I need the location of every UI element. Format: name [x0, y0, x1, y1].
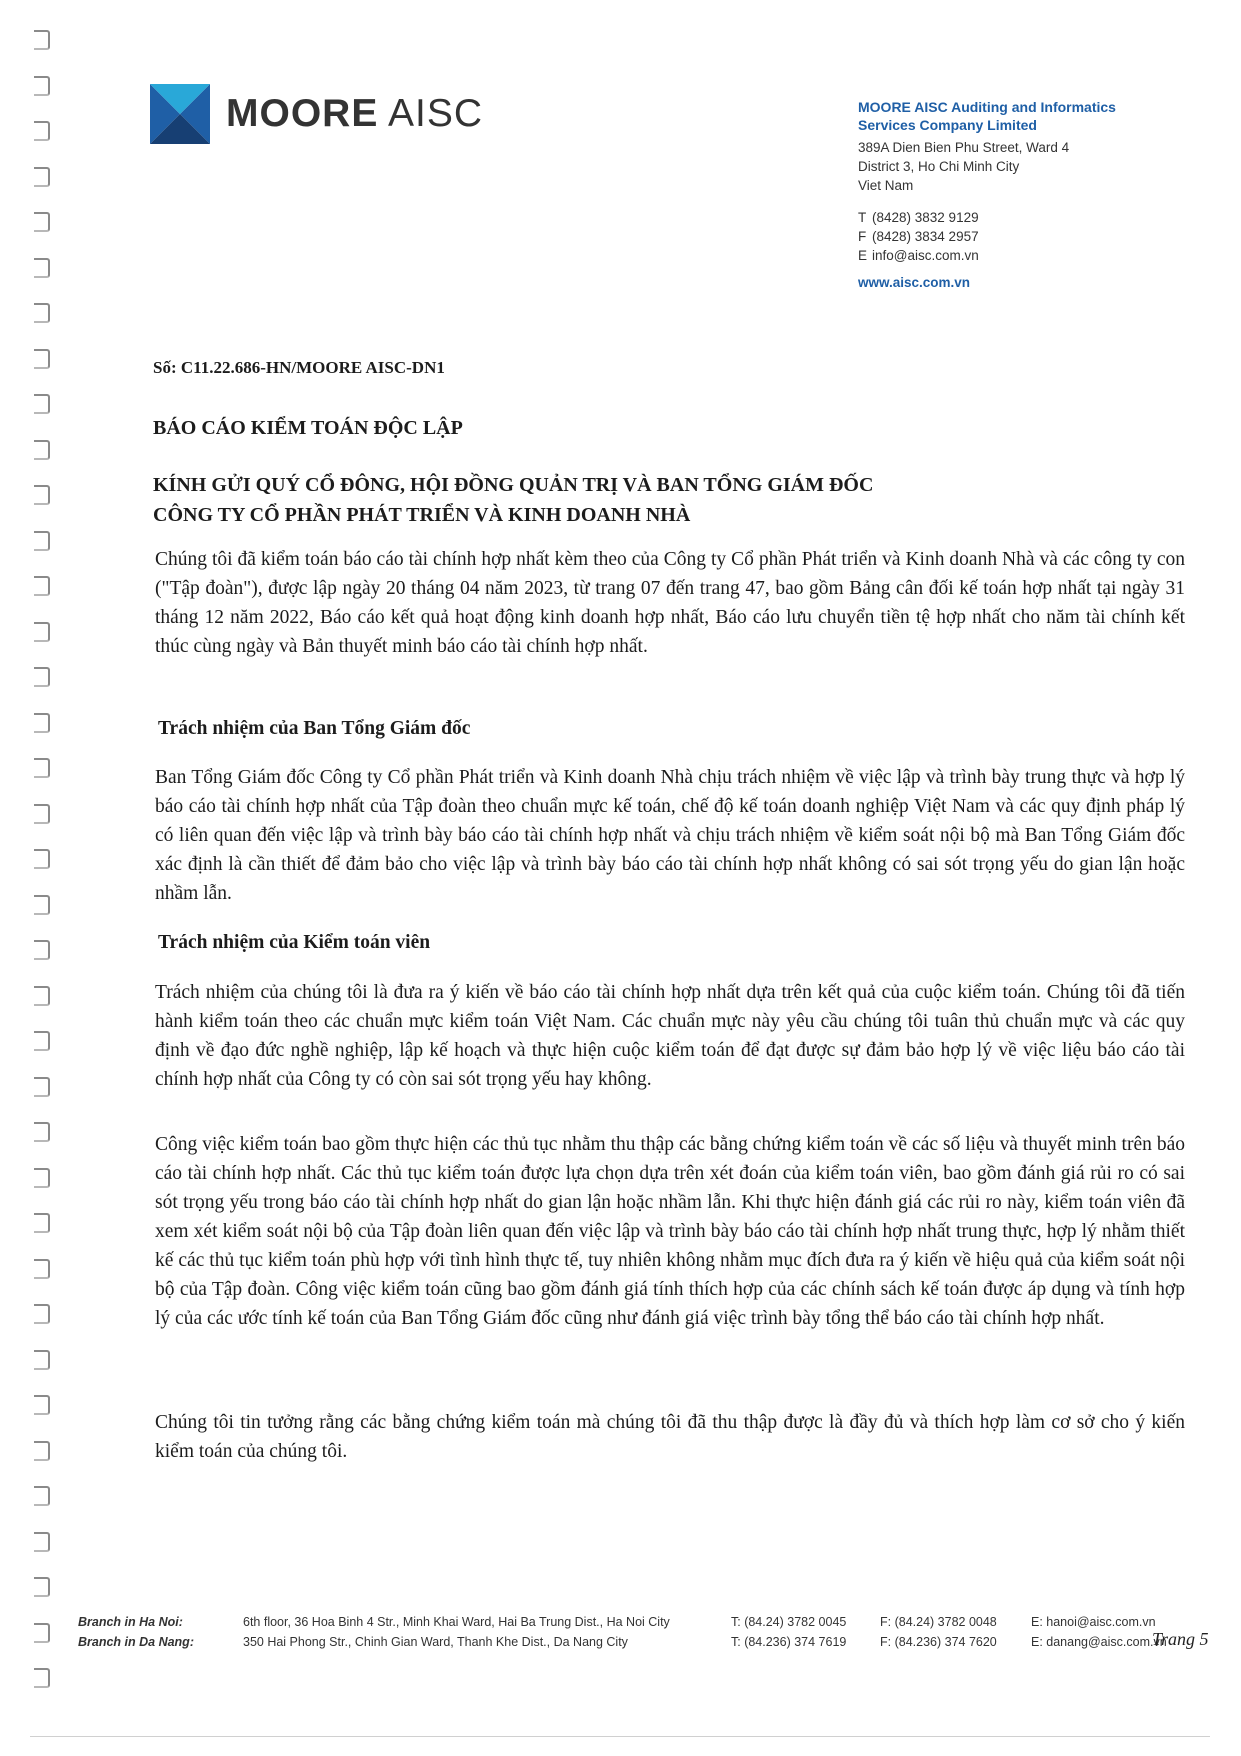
binder-ring-icon — [34, 394, 50, 414]
company-info — [858, 98, 1218, 292]
branch-fax: F: (84.24) 3782 0048 — [880, 1615, 997, 1629]
binder-ring-icon — [34, 1577, 50, 1597]
bottom-divider — [30, 1736, 1210, 1737]
binder-ring-icon — [34, 1350, 50, 1370]
binder-ring-icon — [34, 1122, 50, 1142]
intro-paragraph: Chúng tôi đã kiểm toán báo cáo tài chính hợp nhất kèm theo của Công ty Cổ phần Phát triển và Kinh doanh Nhà và các công ty con ("Tập đoàn"), được lập ngày 20 tháng 04 năm 2023, từ trang 07 đến trang 47, bao gồm Bảng cân đối kế toán hợp nhất tại ngày 31 tháng 12 năm 2022, Báo cáo kết quả hoạt động kinh doanh hợp nhất, Báo cáo lưu chuyển tiền tệ hợp nhất cho năm tài chính kết thúc cùng ngày và Bản thuyết minh báo cáo tài chính hợp nhất. — [155, 549, 1185, 657]
binder-ring-icon — [34, 1623, 50, 1643]
footer-branches — [78, 1612, 1208, 1652]
addressee-line1: KÍNH GỬI QUÝ CỔ ĐÔNG, HỘI ĐỒNG QUẢN TRỊ VÀ BAN TỔNG GIÁM ĐỐC — [153, 474, 874, 496]
auditor-responsibility-paragraph-1: Trách nhiệm của chúng tôi là đưa ra ý kiến về báo cáo tài chính hợp nhất dựa trên kết quả của cuộc kiểm toán. Chúng tôi đã tiến hành kiểm toán theo các chuẩn mực kiểm toán Việt Nam. Các chuẩn mực này yêu cầu chúng tôi tuân thủ chuẩn mực và các quy định về đạo đức nghề nghiệp, lập kế hoạch và thực hiện cuộc kiểm toán để đạt được sự đảm bảo hợp lý về việc liệu báo cáo tài chính hợp nhất của Công ty có còn sai sót trọng yếu hay không. — [155, 982, 1185, 1090]
binder-ring-icon — [34, 1077, 50, 1097]
addressee-line2: CÔNG TY CỔ PHẦN PHÁT TRIỂN VÀ KINH DOANH NHÀ — [153, 504, 691, 526]
binder-ring-icon — [34, 895, 50, 915]
branch-fax: F: (84.236) 374 7620 — [880, 1635, 997, 1649]
branch-email: E: danang@aisc.com.vn — [1031, 1635, 1167, 1649]
auditor-responsibility-paragraph-3: Chúng tôi tin tưởng rằng các bằng chứng kiểm toán mà chúng tôi đã thu thập được là đầy đủ và thích hợp làm cơ sở cho ý kiến kiểm toán của chúng tôi. — [155, 1412, 1185, 1462]
binder-ring-icon — [34, 167, 50, 187]
section-heading-management: Trách nhiệm của Ban Tổng Giám đốc — [158, 718, 471, 739]
binder-ring-icon — [34, 667, 50, 687]
company-name-line1: MOORE AISC Auditing and Informatics — [858, 99, 1116, 115]
branch-email: E: hanoi@aisc.com.vn — [1031, 1615, 1156, 1629]
logo-wordmark: MOORE AISC — [226, 92, 484, 135]
addressee — [153, 470, 873, 530]
binder-ring-icon — [34, 622, 50, 642]
binder-ring-icon — [34, 758, 50, 778]
company-phone: T (8428) 3832 9129 — [858, 210, 979, 225]
branch-address: 350 Hai Phong Str., Chinh Gian Ward, Thanh Khe Dist., Da Nang City — [243, 1635, 628, 1649]
branch-row-danang — [78, 1632, 1208, 1652]
binder-ring-icon — [34, 1259, 50, 1279]
branch-row-hanoi — [78, 1612, 1208, 1632]
binder-ring-icon — [34, 258, 50, 278]
binder-rings — [30, 0, 56, 1756]
page-number: Trang 5 — [1152, 1629, 1209, 1649]
binder-ring-icon — [34, 1486, 50, 1506]
company-fax: F (8428) 3834 2957 — [858, 229, 979, 244]
binder-ring-icon — [34, 212, 50, 232]
binder-ring-icon — [34, 1441, 50, 1461]
binder-ring-icon — [34, 986, 50, 1006]
address-line: District 3, Ho Chi Minh City — [858, 159, 1020, 174]
company-email: E info@aisc.com.vn — [858, 248, 979, 263]
address-line: 389A Dien Bien Phu Street, Ward 4 — [858, 140, 1070, 155]
binder-ring-icon — [34, 76, 50, 96]
binder-ring-icon — [34, 576, 50, 596]
branch-address: 6th floor, 36 Hoa Binh 4 Str., Minh Khai Ward, Hai Ba Trung Dist., Ha Noi City — [243, 1615, 670, 1629]
binder-ring-icon — [34, 1168, 50, 1188]
document-title: BÁO CÁO KIỂM TOÁN ĐỘC LẬP — [153, 417, 463, 439]
binder-ring-icon — [34, 531, 50, 551]
company-name-line2: Services Company Limited — [858, 117, 1037, 133]
management-responsibility-paragraph: Ban Tổng Giám đốc Công ty Cổ phần Phát triển và Kinh doanh Nhà chịu trách nhiệm về việc lập và trình bày trung thực và hợp lý báo cáo tài chính hợp nhất của Tập đoàn theo chuẩn mực kế toán, chế độ kế toán doanh nghiệp Việt Nam và các quy định pháp lý có liên quan đến việc lập và trình bày báo cáo tài chính hợp nhất và chịu trách nhiệm về kiểm soát nội bộ mà Ban Tổng Giám đốc xác định là cần thiết để đảm bảo cho việc lập và trình bày báo cáo tài chính hợp nhất không có sai sót trọng yếu do gian lận hoặc nhầm lẫn. — [155, 767, 1185, 904]
binder-ring-icon — [34, 485, 50, 505]
company-logo — [150, 84, 483, 144]
binder-ring-icon — [34, 804, 50, 824]
binder-ring-icon — [34, 1668, 50, 1688]
document-reference: Số: C11.22.686-HN/MOORE AISC-DN1 — [153, 358, 445, 377]
moore-logo-icon — [150, 84, 210, 144]
binder-ring-icon — [34, 440, 50, 460]
company-contact — [858, 208, 1218, 265]
company-address — [858, 138, 1218, 195]
binder-ring-icon — [34, 121, 50, 141]
branch-phone: T: (84.236) 374 7619 — [731, 1635, 847, 1649]
binder-ring-icon — [34, 1213, 50, 1233]
company-website: www.aisc.com.vn — [858, 275, 971, 290]
binder-ring-icon — [34, 1532, 50, 1552]
branch-phone: T: (84.24) 3782 0045 — [731, 1615, 847, 1629]
branch-label: Branch in Da Nang: — [78, 1635, 194, 1649]
binder-ring-icon — [34, 1031, 50, 1051]
address-line: Viet Nam — [858, 178, 914, 193]
binder-ring-icon — [34, 713, 50, 733]
binder-ring-icon — [34, 849, 50, 869]
binder-ring-icon — [34, 303, 50, 323]
binder-ring-icon — [34, 30, 50, 50]
binder-ring-icon — [34, 1395, 50, 1415]
binder-ring-icon — [34, 349, 50, 369]
section-heading-auditor: Trách nhiệm của Kiểm toán viên — [158, 932, 431, 953]
branch-label: Branch in Ha Noi: — [78, 1615, 183, 1629]
auditor-responsibility-paragraph-2: Công việc kiểm toán bao gồm thực hiện các thủ tục nhằm thu thập các bằng chứng kiểm toán về các số liệu và thuyết minh trên báo cáo tài chính hợp nhất. Các thủ tục kiểm toán được lựa chọn dựa trên xét đoán của kiểm toán viên, bao gồm đánh giá rủi ro có sai sót trọng yếu trong báo cáo tài chính hợp nhất do gian lận hoặc nhầm lẫn. Khi thực hiện đánh giá các rủi ro này, kiểm toán viên đã xem xét kiểm soát nội bộ của Tập đoàn liên quan đến việc lập và trình bày báo cáo tài chính hợp nhất trung thực, hợp lý nhằm thiết kế các thủ tục kiểm toán phù hợp với tình hình thực tế, tuy nhiên không nhằm mục đích đưa ra ý kiến về hiệu quả của kiểm soát nội bộ của Tập đoàn. Công việc kiểm toán cũng bao gồm đánh giá tính thích hợp của các chính sách kế toán được áp dụng và tính hợp lý của các ước tính kế toán của Ban Tổng Giám đốc cũng như đánh giá việc trình bày tổng thể báo cáo tài chính hợp nhất. — [155, 1134, 1185, 1329]
binder-ring-icon — [34, 940, 50, 960]
binder-ring-icon — [34, 1304, 50, 1324]
